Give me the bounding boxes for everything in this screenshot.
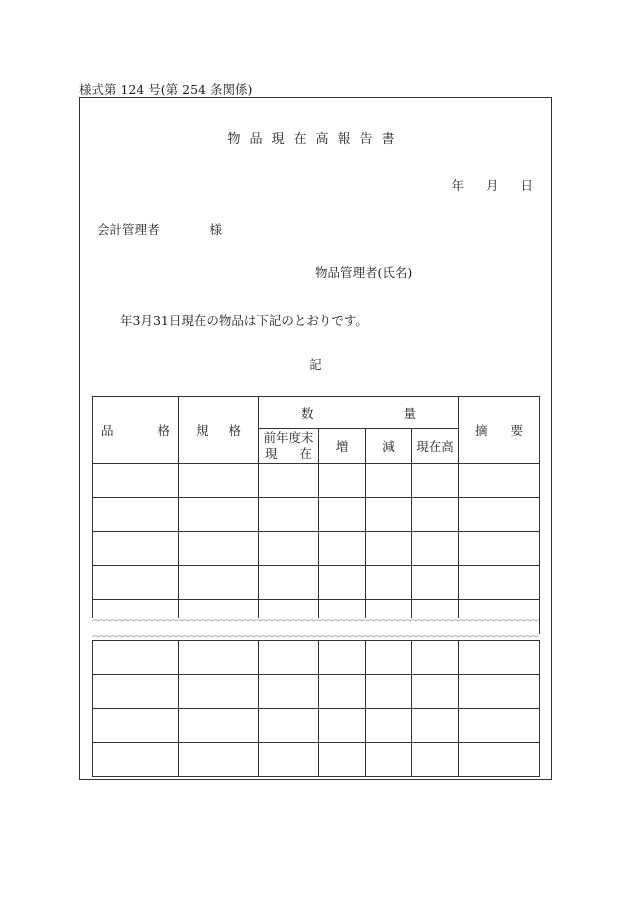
manager-label: 物品管理者(氏名): [315, 265, 413, 280]
table-cell[interactable]: [93, 709, 179, 743]
table-row: [93, 641, 540, 675]
page-break-band: [92, 618, 539, 640]
addressee-line: [97, 220, 222, 238]
table-row: [93, 743, 540, 777]
statement-text: 年3月31日現在の物品は下記のとおりです。: [120, 313, 368, 328]
table-cell[interactable]: [259, 743, 319, 777]
table-cell[interactable]: [459, 709, 540, 743]
table-cell[interactable]: [319, 566, 366, 600]
ki-label: 記: [309, 357, 322, 372]
break-wave-icon: [92, 618, 539, 640]
items-table-area: [92, 396, 539, 763]
table-cell[interactable]: [179, 464, 259, 498]
table-cell[interactable]: [259, 675, 319, 709]
table-cell[interactable]: [319, 532, 366, 566]
addressee-label: 会計管理者: [97, 222, 160, 237]
table-cell[interactable]: [459, 641, 540, 675]
table-cell[interactable]: [459, 743, 540, 777]
table-row: [93, 675, 540, 709]
table-cell[interactable]: [179, 498, 259, 532]
table-cell[interactable]: [259, 641, 319, 675]
table-cell[interactable]: [366, 675, 412, 709]
table-cell[interactable]: [259, 464, 319, 498]
table-cell[interactable]: [179, 709, 259, 743]
table-cell[interactable]: [366, 464, 412, 498]
table-cell[interactable]: [259, 709, 319, 743]
table-cell[interactable]: [366, 709, 412, 743]
table-cell[interactable]: [319, 709, 366, 743]
table-cell[interactable]: [412, 641, 459, 675]
table-cell[interactable]: [412, 743, 459, 777]
table-cell[interactable]: [412, 566, 459, 600]
table-cell[interactable]: [412, 709, 459, 743]
header-kikaku: 規 格: [179, 397, 259, 464]
table-row: [93, 464, 540, 498]
table-cell[interactable]: [259, 498, 319, 532]
table-row: [93, 498, 540, 532]
table-cell[interactable]: [319, 743, 366, 777]
date-year: 年: [451, 178, 464, 193]
table-cell[interactable]: [366, 641, 412, 675]
table-row: [93, 532, 540, 566]
table-row: [93, 709, 540, 743]
header-gen: 減: [366, 429, 412, 464]
table-cell[interactable]: [179, 566, 259, 600]
table-cell[interactable]: [459, 532, 540, 566]
table-cell[interactable]: [459, 675, 540, 709]
header-tekiyo: 摘 要: [459, 397, 540, 464]
date-day: 日: [520, 178, 533, 193]
table-cell[interactable]: [93, 566, 179, 600]
table-cell[interactable]: [412, 498, 459, 532]
table-cell[interactable]: [459, 464, 540, 498]
table-cell[interactable]: [93, 498, 179, 532]
table-cell[interactable]: [319, 464, 366, 498]
table-cell[interactable]: [179, 743, 259, 777]
table-cell[interactable]: [319, 641, 366, 675]
table-row: [93, 566, 540, 600]
table-cell[interactable]: [319, 675, 366, 709]
document-title: 物品現在高報告書: [227, 132, 404, 147]
table-cell[interactable]: [93, 743, 179, 777]
table-cell[interactable]: [412, 675, 459, 709]
date-line: [435, 176, 533, 194]
table-cell[interactable]: [366, 532, 412, 566]
header-zennendo: 前年度末 現 在: [259, 429, 319, 464]
table-cell[interactable]: [179, 532, 259, 566]
table-cell[interactable]: [93, 464, 179, 498]
header-zo: 増: [319, 429, 366, 464]
table-cell[interactable]: [259, 566, 319, 600]
table-cell[interactable]: [366, 566, 412, 600]
items-table-bottom: [92, 640, 540, 777]
date-month: 月: [485, 178, 499, 193]
header-suryo: 数 量: [259, 397, 459, 429]
table-cell[interactable]: [179, 641, 259, 675]
table-cell[interactable]: [93, 675, 179, 709]
table-cell[interactable]: [412, 464, 459, 498]
addressee-suffix: 様: [209, 222, 223, 237]
table-cell[interactable]: [179, 675, 259, 709]
table-cell[interactable]: [93, 641, 179, 675]
table-cell[interactable]: [412, 532, 459, 566]
table-cell[interactable]: [459, 498, 540, 532]
table-cell[interactable]: [366, 743, 412, 777]
items-table-top: [92, 396, 540, 634]
table-cell[interactable]: [319, 498, 366, 532]
table-cell[interactable]: [259, 532, 319, 566]
table-cell[interactable]: [93, 532, 179, 566]
table-cell[interactable]: [366, 498, 412, 532]
form-number: 様式第 124 号(第 254 条関係): [79, 82, 253, 97]
header-hinkaku: 品 格: [93, 397, 179, 464]
header-genzaidaka: 現在高: [412, 429, 459, 464]
table-cell[interactable]: [459, 566, 540, 600]
